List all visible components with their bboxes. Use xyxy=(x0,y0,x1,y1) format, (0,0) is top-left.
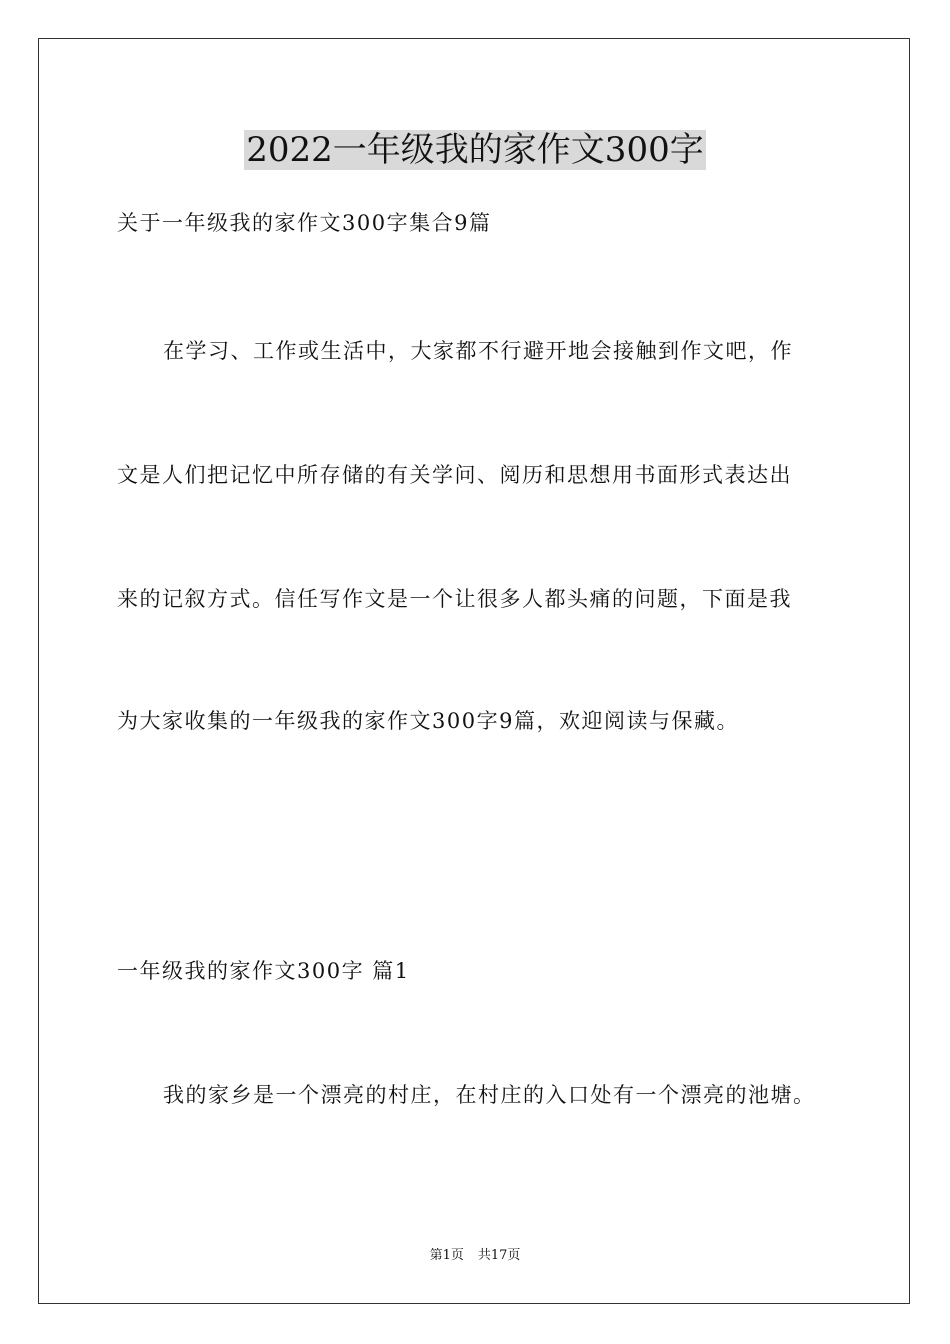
document-subtitle: 关于一年级我的家作文300字集合9篇 xyxy=(117,211,492,235)
document-title xyxy=(0,128,950,172)
section-heading: 一年级我的家作文300字 篇1 xyxy=(117,959,410,983)
intro-line-3: 来的记叙方式。信任写作文是一个让很多人都头痛的问题，下面是我 xyxy=(117,587,792,611)
section-first-line: 我的家乡是一个漂亮的村庄，在村庄的入口处有一个漂亮的池塘。 xyxy=(163,1083,816,1107)
page-total: 共17页 xyxy=(477,1248,521,1263)
intro-line-1: 在学习、工作或生活中，大家都不行避开地会接触到作文吧，作 xyxy=(163,339,793,363)
intro-line-2: 文是人们把记忆中所存储的有关学问、阅历和思想用书面形式表达出 xyxy=(117,463,792,487)
page-number: 第1页 xyxy=(429,1248,464,1263)
page-footer xyxy=(0,1247,950,1265)
intro-line-4: 为大家收集的一年级我的家作文300字9篇，欢迎阅读与保藏。 xyxy=(117,709,739,733)
document-title-text: 2022一年级我的家作文300字 xyxy=(246,130,704,170)
